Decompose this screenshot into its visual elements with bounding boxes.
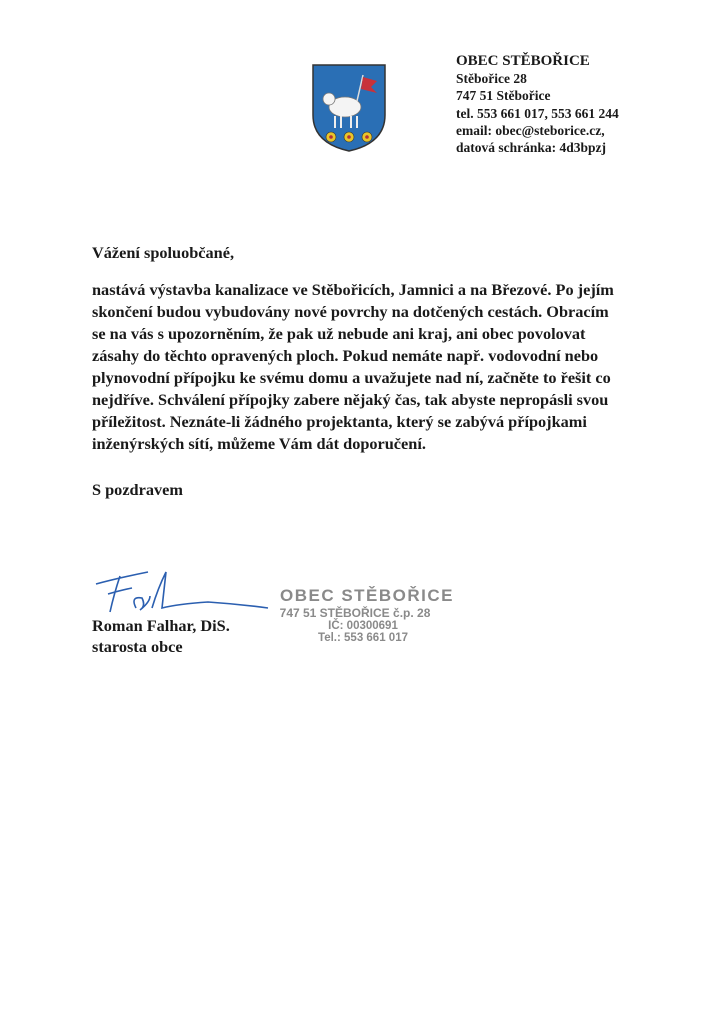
- signer-title: starosta obce: [92, 637, 183, 656]
- body-line: plynovodní přípojku ke svému domu a uvažujete nad ní, začněte to řešit co: [92, 368, 611, 387]
- signer-name: Roman Falhar, DiS.: [92, 616, 230, 635]
- body-line: se na vás s upozorněním, že pak už nebude ani kraj, ani obec povolovat: [92, 324, 586, 343]
- body-line: zásahy do těchto opravených ploch. Pokud nemáte např. vodovodní nebo: [92, 346, 599, 365]
- stamp-line: IČ: 00300691: [328, 620, 398, 632]
- stamp-line: 747 51 STĚBOŘICE č.p. 28: [279, 606, 431, 620]
- body-line: inženýrských sítí, můžeme Vám dát doporučení.: [92, 434, 426, 453]
- body-line: nejdříve. Schválení přípojky zabere nějaký čas, tak abyste nepropásli svou: [92, 390, 609, 409]
- org-name: OBEC STĚBOŘICE: [456, 53, 590, 69]
- phone: tel. 553 661 017, 553 661 244: [456, 105, 619, 121]
- body-line: nastává výstavba kanalizace ve Stěbořicích, Jamnici a na Březové. Po jejím: [92, 280, 614, 299]
- address-line: Stěbořice 28: [456, 71, 527, 87]
- email: email: obec@steborice.cz,: [456, 122, 605, 138]
- salutation: Vážení spoluobčané,: [92, 243, 235, 262]
- body-line: skončení budou vybudovány nové povrchy na dotčených cestách. Obracím: [92, 302, 609, 321]
- closing: S pozdravem: [92, 480, 183, 499]
- body-line: příležitost. Neznáte-li žádného projektanta, který se zabývá přípojkami: [92, 412, 587, 431]
- databox: datová schránka: 4d3bpzj: [456, 140, 607, 156]
- municipal-coat-of-arms-icon: [311, 63, 387, 153]
- stamp-line: Tel.: 553 661 017: [318, 632, 408, 644]
- handwritten-signature: [88, 568, 278, 618]
- official-stamp: [256, 586, 454, 644]
- letterhead: [456, 53, 619, 156]
- stamp-line: OBEC STĚBOŘICE: [280, 586, 455, 605]
- address-line: 747 51 Stěbořice: [456, 88, 551, 104]
